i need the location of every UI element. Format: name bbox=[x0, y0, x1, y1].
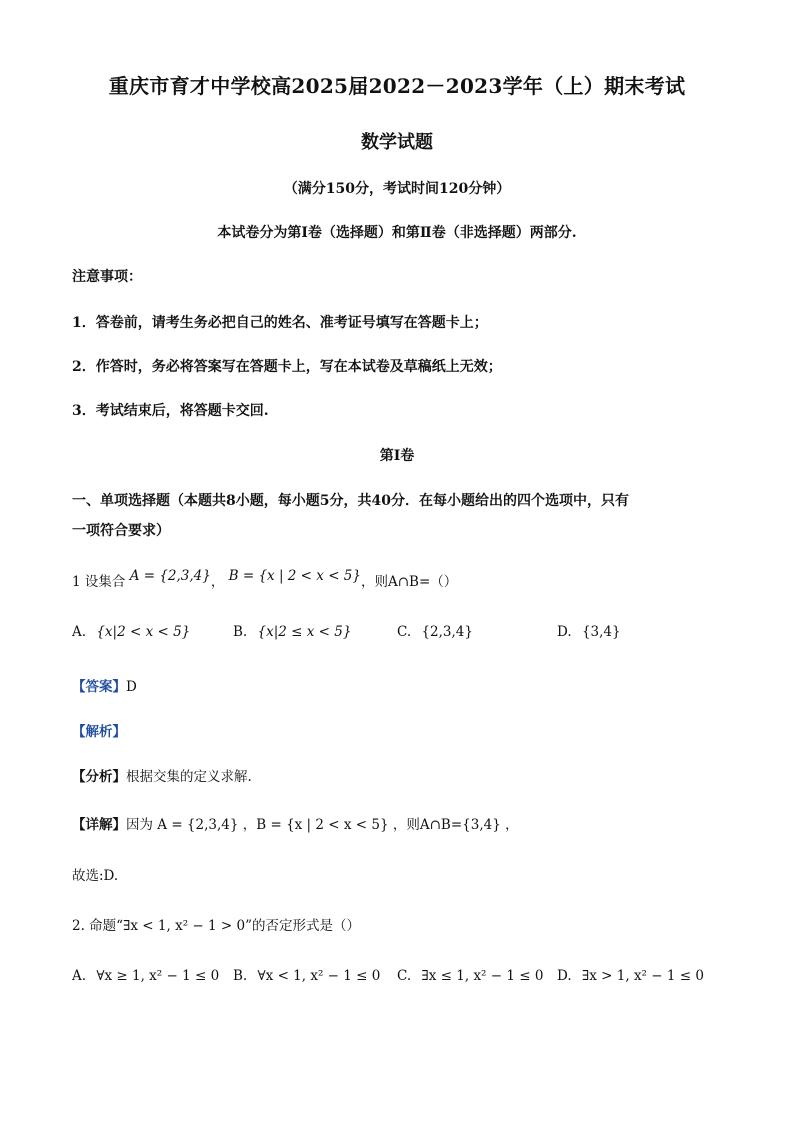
option-label: B. bbox=[233, 624, 248, 640]
q1-option-a bbox=[72, 624, 190, 640]
option-text: {x|2 < x < 5} bbox=[96, 624, 191, 640]
detail-tag: 【详解】 bbox=[72, 817, 126, 833]
q1-answer bbox=[72, 675, 137, 695]
part-title: 第Ⅰ卷 bbox=[379, 448, 415, 464]
q1-conclusion: 故选:D. bbox=[72, 868, 119, 884]
q1-set-a: A = {2,3,4} bbox=[129, 568, 211, 584]
option-text: ∀x < 1, x² − 1 ≤ 0 bbox=[257, 968, 381, 984]
q2-option-d bbox=[557, 968, 704, 984]
option-label: B. bbox=[233, 968, 248, 984]
answer-tag: 【答案】 bbox=[72, 679, 126, 695]
q1-prefix: 1 设集合 bbox=[72, 574, 126, 590]
q2-option-c bbox=[397, 968, 543, 984]
option-text: ∀x ≥ 1, x² − 1 ≤ 0 bbox=[96, 968, 220, 984]
option-text: {x|2 ≤ x < 5} bbox=[257, 624, 352, 640]
option-text: ∃x ≤ 1, x² − 1 ≤ 0 bbox=[421, 968, 544, 984]
note-item: 2．作答时，务必将答案写在答题卡上，写在本试卷及草稿纸上无效； bbox=[72, 359, 502, 375]
notes-heading: 注意事项： bbox=[72, 269, 142, 285]
note-item: 3．考试结束后，将答题卡交回. bbox=[72, 403, 269, 419]
option-label: D. bbox=[557, 624, 572, 640]
section-heading-line2: 一项符合要求） bbox=[72, 523, 170, 539]
q1-analysis bbox=[72, 720, 126, 740]
option-label: C. bbox=[397, 968, 412, 984]
note-item: 1．答卷前，请考生务必把自己的姓名、准考证号填写在答题卡上； bbox=[72, 315, 488, 331]
option-text: {2,3,4} bbox=[421, 624, 473, 640]
analysis-tag: 【解析】 bbox=[72, 724, 126, 740]
question-2-stem: 2. 命题“∃x < 1, x² − 1 > 0”的否定形式是（） bbox=[72, 918, 360, 934]
subject-title: 数学试题 bbox=[361, 132, 433, 153]
option-text: {3,4} bbox=[581, 624, 621, 640]
q1-sep: ， bbox=[210, 574, 225, 590]
question-1-stem bbox=[72, 570, 457, 590]
option-label: C. bbox=[397, 624, 412, 640]
q1-fenxi bbox=[72, 765, 252, 785]
exam-meta: （满分150分，考试时间120分钟） bbox=[283, 181, 511, 197]
exam-intro: 本试卷分为第Ⅰ卷（选择题）和第Ⅱ卷（非选择题）两部分. bbox=[217, 225, 577, 241]
option-label: A. bbox=[72, 968, 87, 984]
q2-option-a bbox=[72, 968, 219, 984]
fenxi-text: 根据交集的定义求解. bbox=[126, 769, 252, 785]
q1-option-d bbox=[557, 624, 621, 640]
exam-title: 重庆市育才中学校高2025届2022－2023学年（上）期末考试 bbox=[108, 74, 686, 98]
option-label: A. bbox=[72, 624, 87, 640]
q1-option-c bbox=[397, 624, 473, 640]
q1-detail bbox=[72, 813, 519, 833]
answer-value: D bbox=[126, 679, 137, 695]
q1-option-b bbox=[233, 624, 351, 640]
q1-suffix: ，则A∩B=（） bbox=[360, 574, 458, 590]
q2-option-b bbox=[233, 968, 380, 984]
option-text: ∃x > 1, x² − 1 ≤ 0 bbox=[581, 968, 704, 984]
option-label: D. bbox=[557, 968, 572, 984]
section-heading-line1: 一、单项选择题（本题共8小题，每小题5分，共40分．在每小题给出的四个选项中，只有 bbox=[72, 493, 629, 509]
q1-set-b: B = {x | 2 < x < 5} bbox=[228, 568, 361, 584]
fenxi-tag: 【分析】 bbox=[72, 769, 126, 785]
detail-text: 因为 A = {2,3,4} ，B = {x | 2 < x < 5} ，则A∩B={3,4} ， bbox=[126, 817, 519, 833]
